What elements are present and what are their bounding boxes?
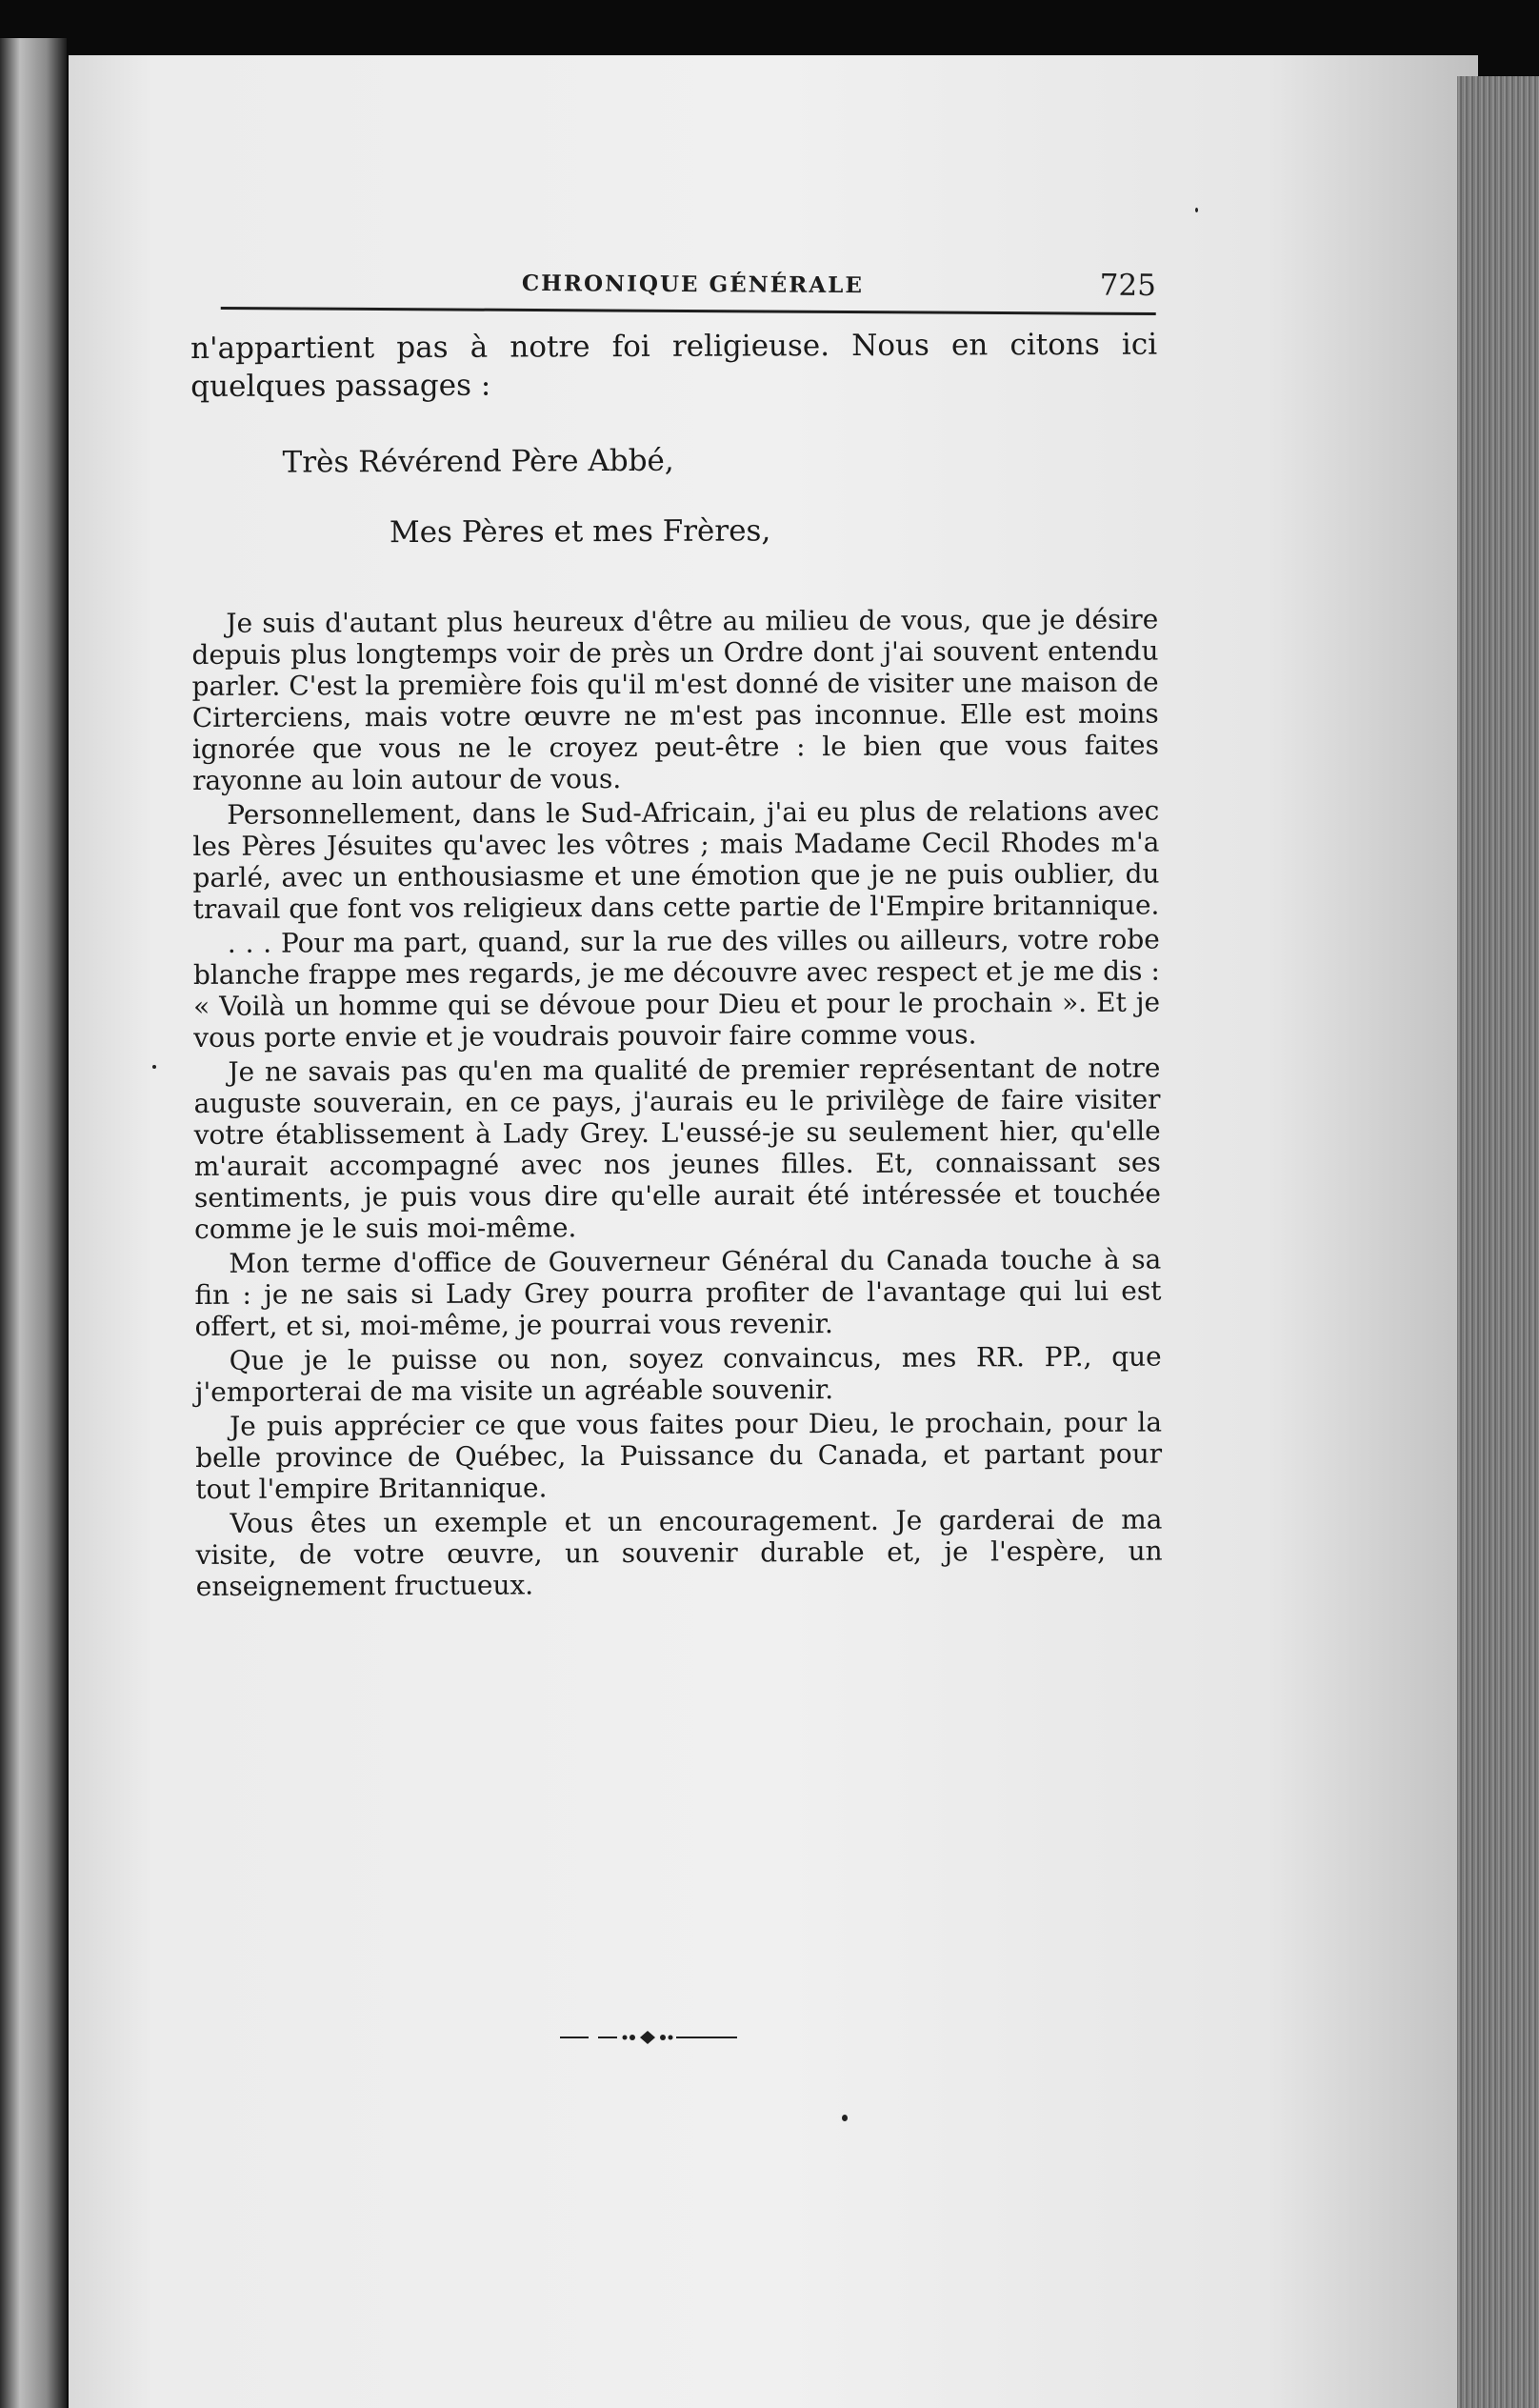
letter-paragraph: Que je le puisse ou non, soyez convaincus, mes RR. PP., que j'emporterai de ma visite un agréable souvenir. [194,1340,1162,1408]
letter-paragraph: . . . Pour ma part, quand, sur la rue des villes ou ailleurs, votre robe blanche frappe mes regards, je me découvre avec respect et je me dis : « Voilà un homme qui se dévoue pour Dieu et pour le prochain ». Et je vous porte envie et je voudrais pouvoir faire comme vous. [192,923,1161,1054]
intro-paragraph: n'appartient pas à notre foi religieuse. Nous en citons ici quelques passages : [190,327,1158,404]
body-text [190,326,1165,2006]
letter-quotation [191,604,1163,1602]
ink-speck [842,2115,848,2121]
salutation-brothers: Mes Pères et mes Frères, [389,513,771,551]
ink-speck [1195,208,1198,212]
letter-paragraph: Je suis d'autant plus heureux d'être au milieu de vous, que je désire depuis plus longtemps voir de près un Ordre dont j'ai souvent entendu parler. C'est la première fois qu'il m'est donné de visiter une maison de Cirterciens, mais votre œuvre ne m'est pas inconnue. Elle est moins ignorée que vous ne le croyez peut-être : le bien que vous faites rayonne au loin autour de vous. [191,603,1159,796]
stacked-page-edges [1457,76,1539,2408]
page-number: 725 [1099,268,1157,303]
facing-page-edge [0,38,67,2408]
letter-paragraph: Vous êtes un exemple et un encouragement. Je garderai de ma visite, de votre œuvre, un souvenir durable et, je l'espère, un enseignement fructueux. [195,1503,1163,1602]
running-head: CHRONIQUE GÉNÉRALE [521,270,864,299]
letter-paragraph: Mon terme d'office de Gouverneur Général du Canada touche à sa fin : je ne sais si Lady Grey pourra profiter de l'avantage qui lui est offert, et si, moi-même, je pourrai vous revenir. [194,1243,1162,1342]
letter-paragraph: Personnellement, dans le Sud-Africain, j'ai eu plus de relations avec les Pères Jésuites qu'avec les vôtres ; mais Madame Cecil Rhodes m'a parlé, avec un enthousiasme et une émotion que je ne puis oublier, du travail que font vos religieux dans cette partie de l'Empire britannique. [192,794,1160,925]
section-end-ornament [560,2026,741,2049]
letter-paragraph: Je ne savais pas qu'en ma qualité de premier représentant de notre auguste souverain, en ce pays, j'aurais eu le privilège de faire visiter votre établissement à Lady Grey. L'eussé-je su seulement hier, qu'elle m'aurait accompagné avec nos jeunes filles. Et, connaissant ses sentiments, je puis vous dire qu'elle aurait été intéressée et touchée comme je le suis moi-même. [193,1052,1162,1245]
page-header [221,269,1156,315]
letter-paragraph: Je puis apprécier ce que vous faites pour Dieu, le prochain, pour la belle province de Québec, la Puissance du Canada, et partant pour tout l'empire Britannique. [195,1406,1163,1505]
ink-speck [152,1065,156,1069]
salutation-abbot: Très Révérend Père Abbé, [282,443,674,480]
